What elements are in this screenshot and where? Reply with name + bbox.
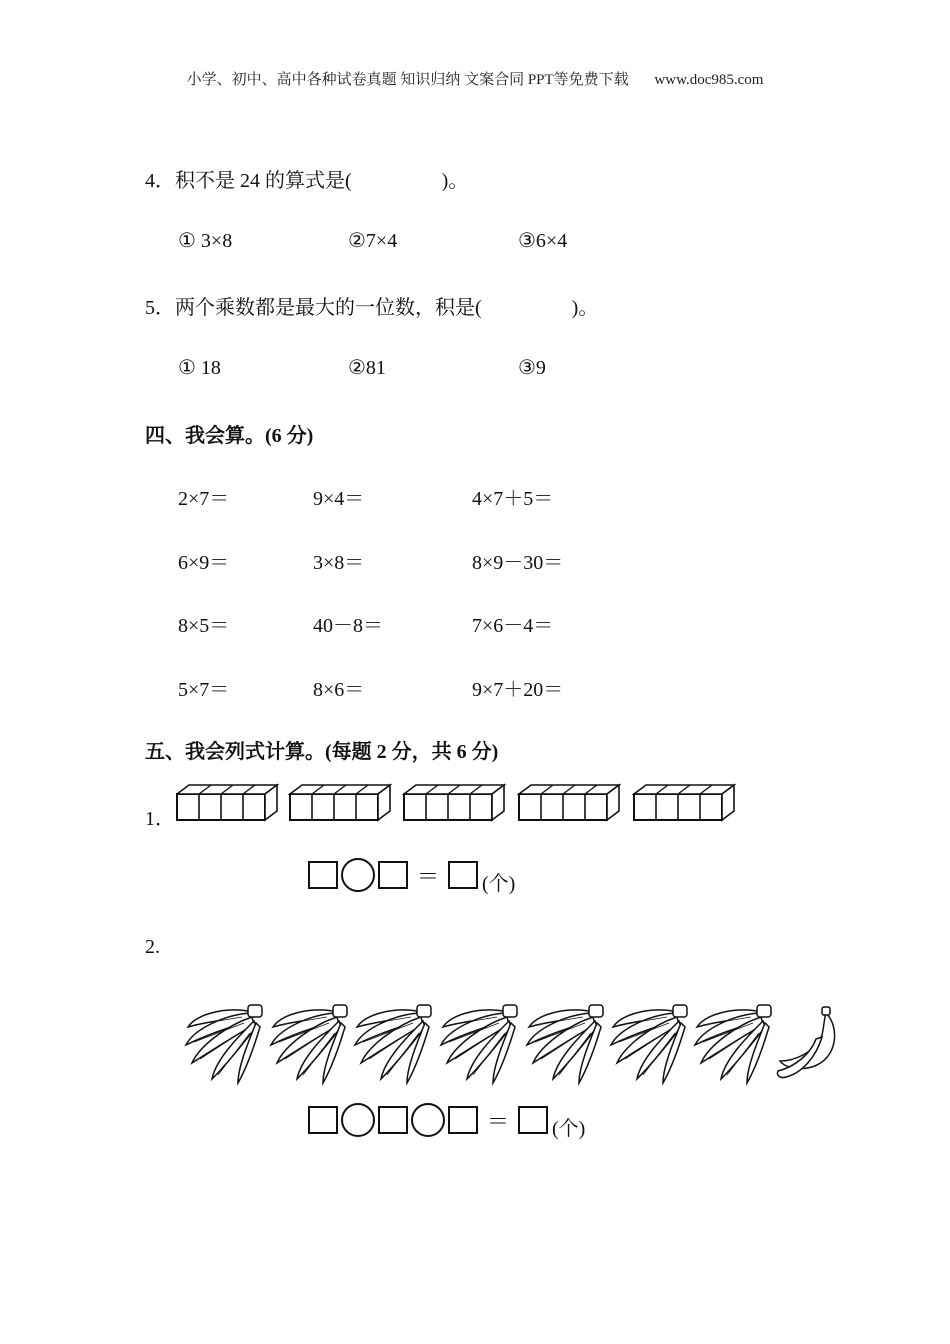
q5-option-3: ③9	[518, 357, 546, 379]
banana-pair-icon	[777, 1007, 834, 1078]
result-box[interactable]	[448, 861, 478, 889]
calc-item: 2×7＝	[178, 488, 230, 510]
question-4	[145, 164, 468, 193]
calc-item: 9×7＋20＝	[472, 679, 564, 701]
answer-box[interactable]	[308, 861, 338, 889]
problem-2-label: 2.	[145, 936, 160, 958]
unit-label: (个)	[552, 1117, 586, 1140]
cube-bar-icon	[290, 785, 390, 820]
operator-circle[interactable]	[341, 858, 375, 892]
question-5-prefix: 5．两个乘数都是最大的一位数，积是(	[145, 297, 482, 319]
calc-item: 40－8＝	[313, 615, 383, 637]
calc-item: 7×6－4＝	[472, 615, 554, 637]
result-box[interactable]	[518, 1106, 548, 1134]
banana-bunch-icon	[355, 1005, 431, 1083]
calc-item: 8×9－30＝	[472, 552, 564, 574]
q4-option-3: ③6×4	[518, 230, 568, 252]
calc-item: 4×7＋5＝	[472, 488, 554, 510]
calc-item: 6×9＝	[178, 552, 230, 574]
calc-item: 3×8＝	[313, 552, 365, 574]
cube-bar-icon	[634, 785, 734, 820]
unit-label: (个)	[482, 872, 516, 895]
operator-circle[interactable]	[411, 1103, 445, 1137]
calc-item: 8×6＝	[313, 679, 365, 701]
banana-bunch-icon	[695, 1005, 771, 1083]
cube-bar-icon	[519, 785, 619, 820]
problem-1-label: 1．	[145, 808, 175, 830]
problem-1-answer-row	[308, 858, 516, 895]
calc-item: 5×7＝	[178, 679, 230, 701]
problem-2-answer-row	[308, 1103, 586, 1140]
cube-bar-icon	[404, 785, 504, 820]
banana-bunch-icon	[611, 1005, 687, 1083]
q5-option-1: ① 18	[178, 357, 221, 379]
cube-bar-icon	[177, 785, 277, 820]
answer-box[interactable]	[378, 1106, 408, 1134]
q4-option-2: ②7×4	[348, 230, 398, 252]
banana-picture	[180, 995, 845, 1087]
section-4-title: 四、我会算。(6 分)	[145, 425, 314, 447]
banana-bunch-icon	[186, 1005, 262, 1083]
calc-item: 8×5＝	[178, 615, 230, 637]
equals-sign: ＝	[417, 863, 440, 889]
banana-bunch-icon	[441, 1005, 517, 1083]
question-5	[145, 291, 598, 320]
operator-circle[interactable]	[341, 1103, 375, 1137]
q5-option-2: ②81	[348, 357, 386, 379]
page-header	[0, 68, 950, 89]
question-4-prefix: 4．积不是 24 的算式是(	[145, 170, 352, 192]
header-site: www.doc985.com	[654, 72, 764, 88]
header-text: 小学、初中、高中各种试卷真题 知识归纳 文案合同 PPT等免费下载	[186, 72, 629, 88]
section-5-title: 五、我会列式计算。(每题 2 分，共 6 分)	[145, 741, 499, 763]
banana-bunch-icon	[271, 1005, 347, 1083]
q4-option-1: ① 3×8	[178, 230, 233, 252]
equals-sign: ＝	[487, 1108, 510, 1134]
answer-box[interactable]	[308, 1106, 338, 1134]
answer-box[interactable]	[448, 1106, 478, 1134]
question-5-suffix: )。	[571, 297, 599, 319]
banana-bunch-icon	[527, 1005, 603, 1083]
cube-bars	[176, 783, 746, 823]
answer-box[interactable]	[378, 861, 408, 889]
calc-item: 9×4＝	[313, 488, 365, 510]
question-4-suffix: )。	[441, 170, 469, 192]
